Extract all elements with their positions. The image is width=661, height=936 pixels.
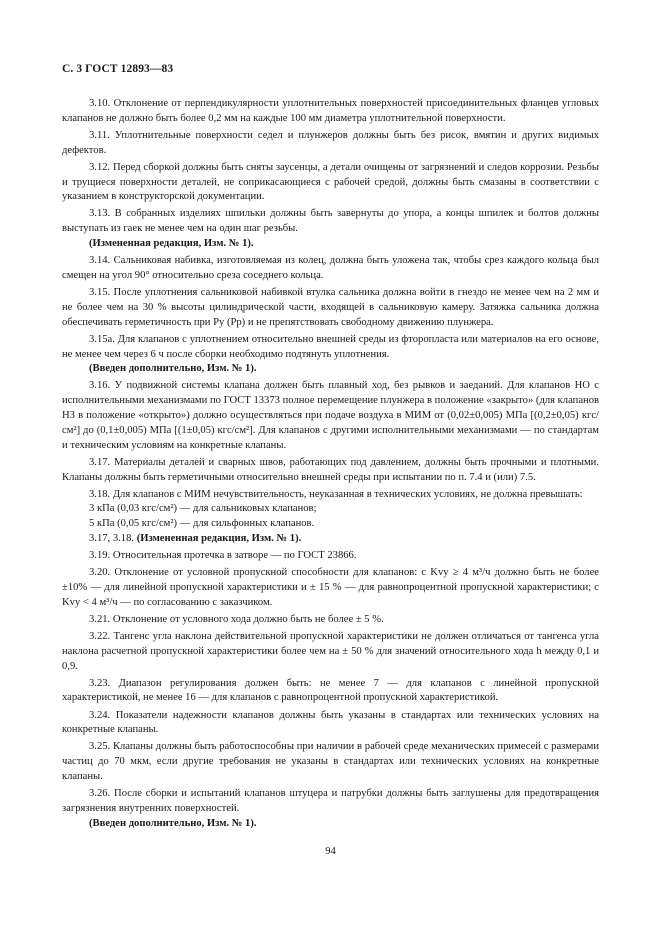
amendment-note (62, 237, 599, 252)
paragraph-3-23: 3.23. Диапазон регулирования должен быть: не менее 7 — для клапанов с линейной пропускной характеристикой, не менее 16 — для клапанов с равнопроцентной пропускной характеристикой. (62, 677, 599, 704)
paragraph-3-15a: 3.15а. Для клапанов с уплотнением относительно внешней среды из фторопласта или материалов на его основе, не менее чем через 6 ч после сборки необходимо подтянуть уплотнения. (62, 333, 599, 360)
amendment-ref-text: (Измененная редакция, Изм. № 1). (136, 532, 302, 544)
paragraph-3-14: 3.14. Сальниковая набивка, изготовляемая из колец, должна быть уложена так, чтобы срез каждого кольца был смещен на угол 90° относительно среза соседнего кольца. (62, 255, 599, 281)
paragraph-3-19: 3.19. Относительная протечка в затворе — по ГОСТ 23866. (89, 550, 357, 562)
list-item-gland: 3 кПа (0,03 кгс/см²) — для сальниковых клапанов; (89, 503, 317, 515)
page-header: С. 3 ГОСТ 12893—83 (62, 63, 174, 75)
amendment-note-text: (Измененная редакция, Изм. № 1). (89, 238, 254, 250)
paragraph-3-26: 3.26. После сборки и испытаний клапанов штуцера и патрубки должны быть заглушены для предотвращения загрязнения внутренних поверхностей. (62, 788, 599, 814)
paragraph-3-25: 3.25. Клапаны должны быть работоспособны при наличии в рабочей среде механических примесей с размерами частиц до 70 мкм, если другие требования не указаны в стандартах или технических условиях на конкретные клапаны. (62, 741, 599, 783)
paragraph-3-16: 3.16. У подвижной системы клапана должен быть плавный ход, без рывков и заеданий. Для клапанов НО с исполнительными механизмами по ГОСТ 13373 полное перемещение плунжера в положение «закрыто» (для клапанов НЗ в положение «открыто») должно осуществляться при подаче воздуха в МИМ от (0,02±0,005) МПа [(0,2±0,05) кгс/см²] до (0,1±0,005) МПа [(1±0,05) кгс/см²]. Для клапанов с другими исполнительными механизмами — по стандартам и техническим условиям на конкретные клапаны. (62, 380, 599, 451)
paragraph-3-15: 3.15. После уплотнения сальниковой набивкой втулка сальника должна войти в гнездо не менее чем на 2 мм и не более чем на 30 % высоты цилиндрической части, входящей в сальниковую камеру. Затяжка сальника должна обеспечивать герметичность при Pу (Pр) и не препятствовать свободному движению плунжера. (62, 287, 599, 328)
paragraph-3-17: 3.17. Материалы деталей и сварных швов, работающих под давлением, должны быть прочными и плотными. Клапаны должны быть герметичными относительно внешней среды при испытании по п. 7.4 и (или) 7.5. (62, 456, 599, 483)
paragraph-3-21: 3.21. Отклонение от условного хода должно быть не более ± 5 %. (89, 613, 384, 625)
paragraph-3-24: 3.24. Показатели надежности клапанов должны быть указаны в стандартах или технических условиях на конкретные клапаны. (62, 709, 599, 736)
paragraph-3-20: 3.20. Отклонение от условной пропускной способности для клапанов: с Kvу ≥ 4 м³/ч должно быть не более ±10% — для линейной пропускной характеристики и ± 15 % — для равнопроцентной пропускной характеристики; с Kvу < 4 м³/ч — по согласованию с заказчиком. (62, 567, 599, 608)
paragraph-3-22: 3.22. Тангенс угла наклона действительной пропускной характеристики не должен отличаться от тангенса угла наклона расчетной пропускной характеристики более чем на ± 50 % для значений относительного хода h между 0,1 и 0,9. (62, 630, 599, 672)
paragraph-3-13: 3.13. В собранных изделиях шпильки должны быть завернуты до упора, а концы шпилек и болтов должны выступать из гаек не менее чем на один шаг резьбы. (62, 208, 599, 235)
amendment-note-3-17-3-18 (62, 532, 599, 547)
amendment-ref: 3.17, 3.18. (89, 532, 135, 544)
addition-note-text: (Введен дополнительно, Изм. № 1). (89, 363, 257, 375)
list-item-bellows: 5 кПа (0,05 кгс/см²) — для сильфонных клапанов. (89, 518, 315, 530)
paragraph-3-18: 3.18. Для клапанов с МИМ нечувствительность, неуказанная в технических условиях, не должна превышать: (89, 488, 583, 500)
addition-note-2 (62, 817, 599, 832)
paragraph-3-12: 3.12. Перед сборкой должны быть сняты заусенцы, а детали очищены от загрязнений и следов коррозии. Резьбы и трущиеся поверхности деталей, не соприкасающиеся с рабочей средой, должны быть смазаны в соответствии с указанием в конструкторской документации. (62, 161, 599, 203)
document-body (62, 97, 599, 834)
addition-note (62, 362, 599, 377)
page-number: 94 (325, 846, 336, 857)
paragraph-3-11: 3.11. Уплотнительные поверхности седел и плунжеров должны быть без рисок, вмятин и других видимых дефектов. (62, 129, 599, 156)
addition-note-2-text: (Введен дополнительно, Изм. № 1). (89, 817, 257, 829)
paragraph-3-10: 3.10. Отклонение от перпендикулярности уплотнительных поверхностей присоединительных фланцев угловых клапанов не должно быть более 0,2 мм на каждые 100 мм диаметра уплотнительной поверхности. (62, 98, 599, 124)
